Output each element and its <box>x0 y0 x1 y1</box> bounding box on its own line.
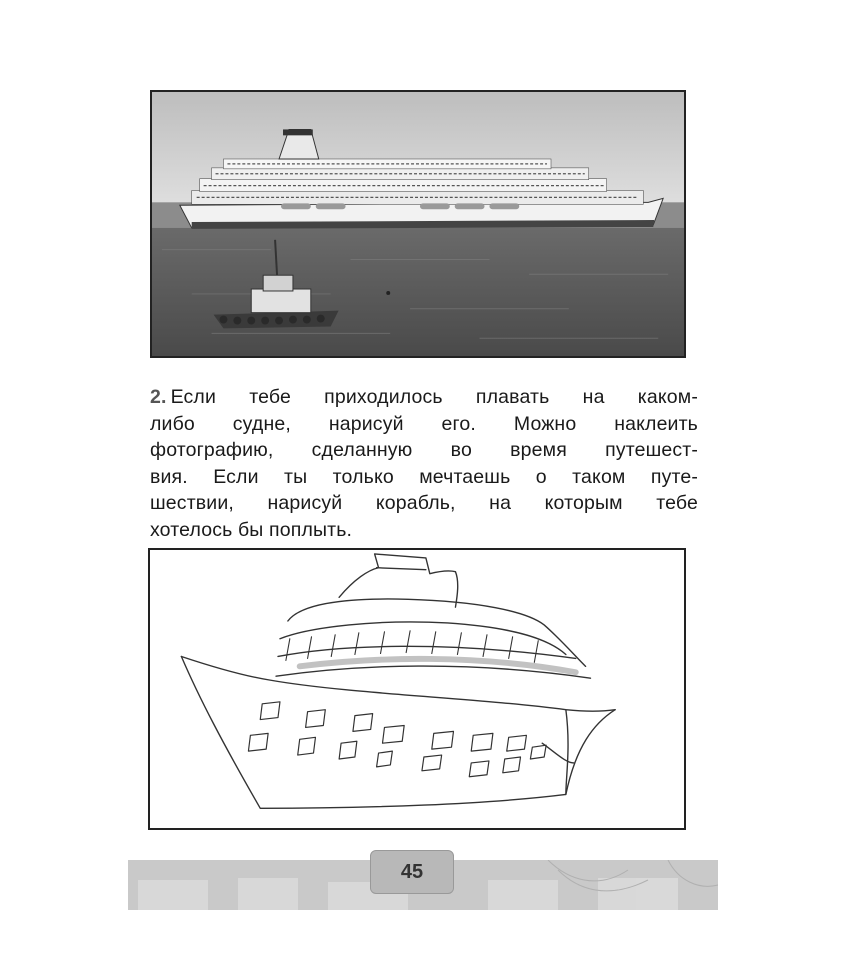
task-line-1: 2. Если тебе приходилось плавать на каком- <box>150 386 698 408</box>
ship-drawing-frame <box>148 548 686 830</box>
page-number: 45 <box>370 850 454 894</box>
task-line-4: вия. Если ты только мечтаешь о таком путе- <box>150 465 698 488</box>
task-line-6: хотелось бы поплыть. <box>150 518 353 541</box>
task-line-2: либо судне, нарисуй его. Можно наклеить <box>150 412 698 435</box>
task-line-3: фотографию, сделанную во время путешест- <box>150 439 698 461</box>
cruise-ship-photo <box>150 90 686 358</box>
task-text <box>150 384 698 543</box>
ship-drawing <box>150 550 684 828</box>
task-line-5: шествии, нарисуй корабль, на которым тебе <box>150 492 698 514</box>
task-number: 2. <box>150 386 167 408</box>
